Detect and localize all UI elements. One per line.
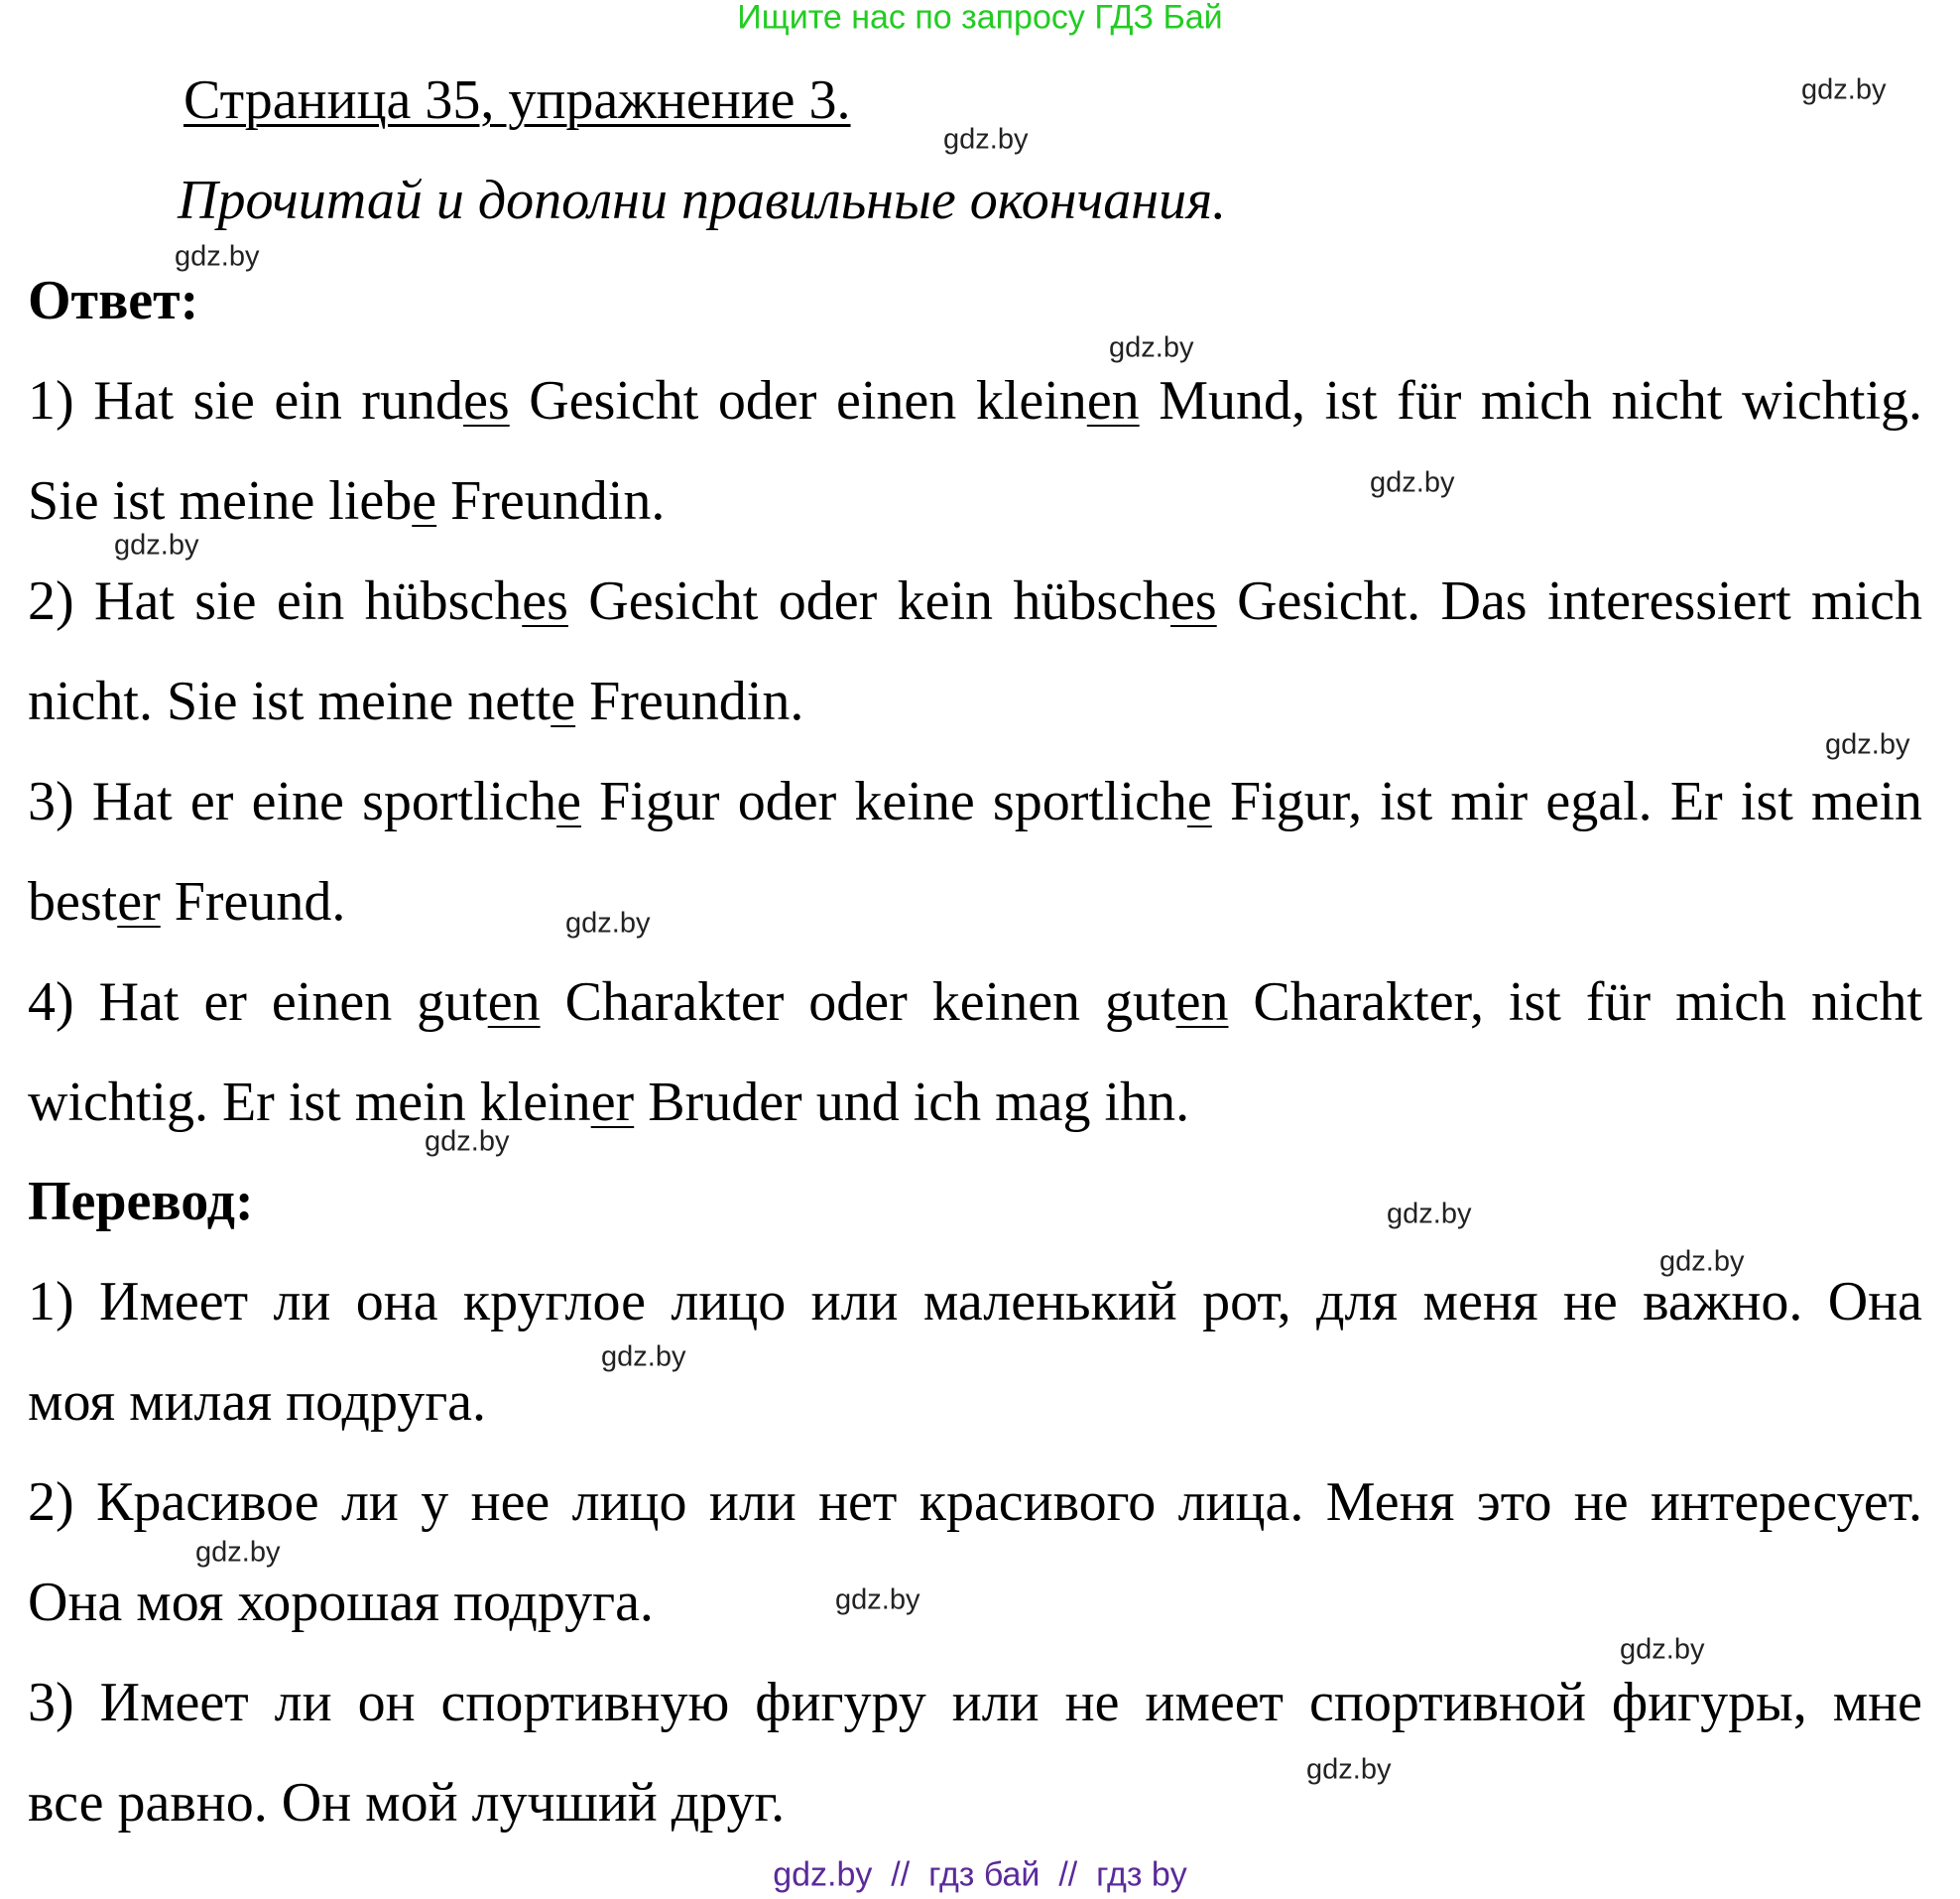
text-segment: Charakter, ist für mich nicht — [1228, 971, 1922, 1033]
exercise-instruction: Прочитай и дополни правильные окончания. — [178, 170, 1227, 231]
text-segment: best — [28, 871, 118, 933]
text-line — [28, 1771, 785, 1835]
answer-heading: Ответ: — [28, 270, 199, 331]
text-segment: Sie ist meine lieb — [28, 470, 413, 532]
watermark: gdz.by — [425, 1125, 510, 1158]
watermark: gdz.by — [195, 1536, 281, 1569]
text-segment: Gesicht oder einen klein — [509, 370, 1087, 432]
underlined-ending: en — [1086, 370, 1140, 432]
text-segment: Freundin. — [575, 671, 804, 732]
text-segment: Она моя хорошая подруга. — [28, 1572, 654, 1633]
underlined-ending: en — [487, 971, 541, 1033]
underlined-ending: en — [1175, 971, 1229, 1033]
text-segment: wichtig. Er ist mein klein — [28, 1072, 591, 1133]
watermark: gdz.by — [1659, 1245, 1745, 1278]
underlined-ending: e — [412, 470, 437, 532]
watermark: gdz.by — [943, 123, 1029, 156]
watermark: gdz.by — [601, 1340, 686, 1373]
footer-links: gdz.by // гдз бай // гдз by — [773, 1855, 1187, 1894]
watermark: gdz.by — [1109, 331, 1194, 364]
text-line — [28, 369, 1922, 433]
watermark: gdz.by — [1387, 1198, 1472, 1230]
watermark: gdz.by — [1370, 466, 1455, 499]
underlined-ending: es — [522, 570, 568, 632]
watermark: gdz.by — [175, 240, 260, 273]
text-segment: 3) Имеет ли он спортивную фигуру или не имеет спортивной фигуры, мне — [28, 1672, 1922, 1733]
text-segment: Figur, ist mir egal. Er ist mein — [1211, 771, 1923, 832]
text-segment: 3) Hat er eine sportlich — [28, 771, 557, 832]
text-line — [28, 1270, 1922, 1333]
underlined-ending: es — [463, 370, 510, 432]
text-segment: Gesicht oder kein hübsch — [567, 570, 1171, 632]
translation-heading: Перевод: — [28, 1171, 254, 1232]
text-segment: 2) Красивое ли у нее лицо или нет красивого лица. Меня это не интересует. — [28, 1471, 1922, 1533]
text-segment: Freundin. — [436, 470, 666, 532]
search-banner: Ищите нас по запросу ГДЗ Бай — [737, 0, 1223, 37]
text-line — [28, 870, 345, 934]
text-line — [28, 570, 1922, 633]
text-segment: 1) Hat sie ein rund — [28, 370, 464, 432]
underlined-ending: e — [1186, 771, 1212, 832]
text-line — [28, 970, 1922, 1034]
text-segment: Gesicht. Das interessiert mich — [1216, 570, 1922, 632]
watermark: gdz.by — [1620, 1633, 1705, 1666]
text-segment: 1) Имеет ли она круглое лицо или маленький рот, для меня не важно. Она — [28, 1271, 1922, 1332]
watermark: gdz.by — [565, 907, 651, 940]
watermark: gdz.by — [1801, 73, 1887, 106]
text-segment: 2) Hat sie ein hübsch — [28, 570, 523, 632]
watermark: gdz.by — [1825, 728, 1910, 761]
text-segment: Charakter oder keinen gut — [540, 971, 1176, 1033]
text-segment: Mund, ist für mich nicht wichtig. — [1139, 370, 1923, 432]
underlined-ending: es — [1170, 570, 1217, 632]
watermark: gdz.by — [1306, 1753, 1392, 1786]
text-segment: моя милая подруга. — [28, 1371, 487, 1433]
watermark: gdz.by — [114, 529, 199, 562]
text-line — [28, 1470, 1922, 1534]
text-line — [28, 1071, 1189, 1134]
text-segment: все равно. Он мой лучший друг. — [28, 1772, 786, 1834]
underlined-ending: e — [556, 771, 581, 832]
underlined-ending: er — [117, 871, 161, 933]
underlined-ending: er — [590, 1072, 635, 1133]
text-line — [28, 469, 665, 533]
underlined-ending: e — [551, 671, 576, 732]
text-segment: 4) Hat er einen gut — [28, 971, 488, 1033]
watermark: gdz.by — [835, 1583, 920, 1616]
text-segment: Bruder und ich mag ihn. — [634, 1072, 1190, 1133]
text-line — [28, 670, 803, 733]
text-line — [28, 1671, 1922, 1734]
page-title: Страница 35, упражнение 3. — [184, 69, 851, 131]
text-segment: nicht. Sie ist meine nett — [28, 671, 551, 732]
text-segment: Figur oder keine sportlich — [580, 771, 1187, 832]
text-segment: Freund. — [160, 871, 346, 933]
text-line — [28, 770, 1922, 833]
text-line — [28, 1370, 486, 1434]
text-line — [28, 1571, 654, 1634]
